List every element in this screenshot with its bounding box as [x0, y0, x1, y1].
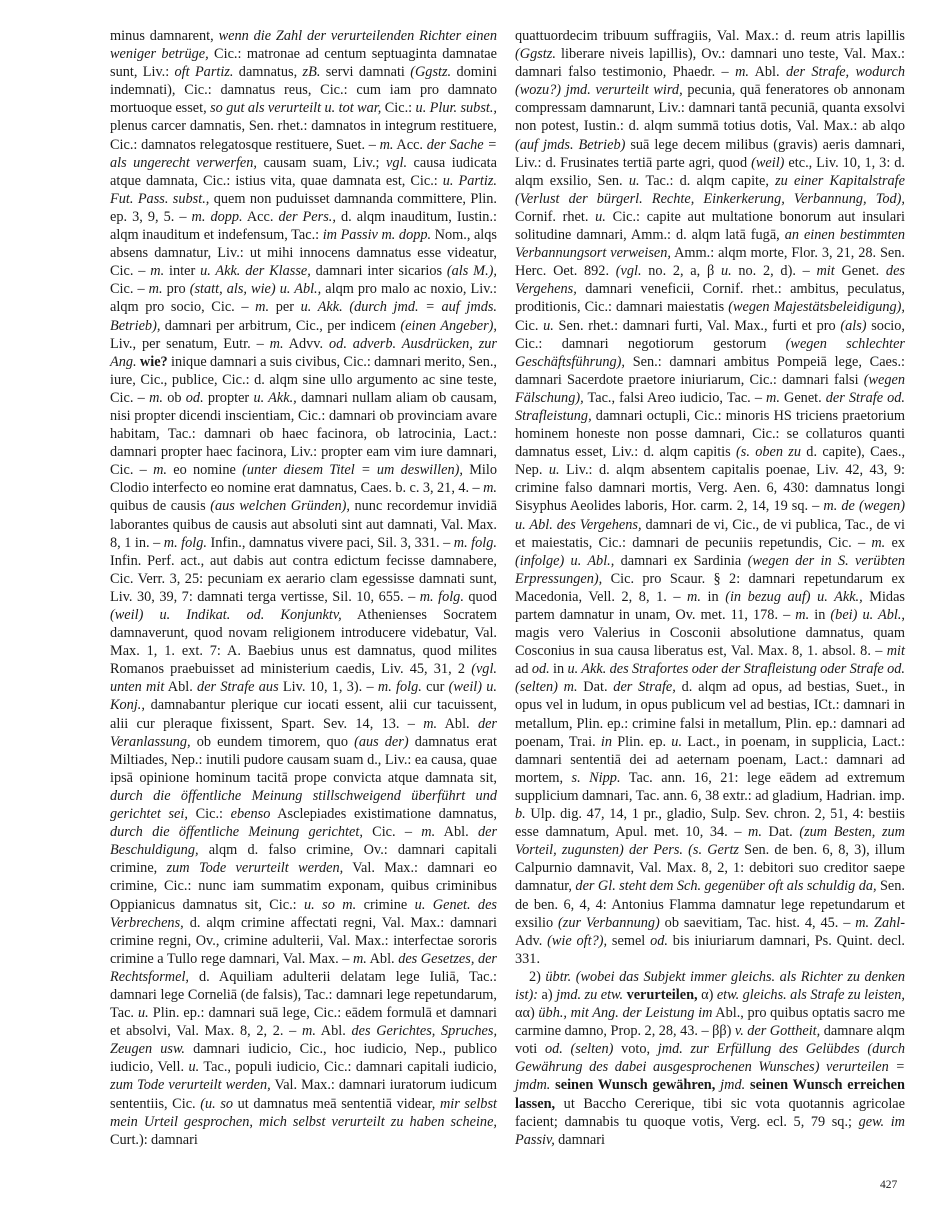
text-run: in — [700, 588, 726, 605]
italic-gloss: (Ggstz. — [410, 64, 452, 81]
italic-gloss: der Strafe aus — [197, 679, 279, 696]
italic-gloss: etw. gleichs. als Strafe zu leisten, — [716, 986, 905, 1003]
text-run: Sen. rhet.: damnari furti, Val. Max., furti et pro — [553, 317, 841, 334]
text-run: servi damnati — [320, 64, 411, 81]
italic-gloss: m. — [766, 389, 780, 406]
italic-gloss: m. — [421, 824, 436, 841]
italic-gloss: des Vergehens, — [515, 263, 905, 298]
italic-gloss: (zum Besten, zum Vorteil, zugunsten) der Pers. (s. Gertz — [515, 824, 905, 859]
italic-gloss: u. Akk., — [253, 389, 297, 406]
italic-gloss: u. — [548, 462, 560, 479]
text-run: Liv., per senatum, Eutr. – — [110, 335, 270, 352]
text-run: Tac., populi iudicio, Cic.: damnari capitali iudicio, — [199, 1059, 497, 1076]
page-number: 427 — [880, 1179, 898, 1191]
text-run: Tac. ann. 16, 21: lege eādem ad extremum supplicium damnari, Tac. ann. 6, 38 extr.: ad gladium, Hadrian. imp. — [515, 769, 905, 804]
italic-gloss: zu einer Kapitalstrafe (Verlust der bürgerl. Rechte, Einkerkerung, Verbannung, Tod), — [515, 172, 905, 207]
text-run: 2) — [529, 968, 546, 985]
text-run: α) — [697, 986, 717, 1003]
text-run: quod — [463, 588, 497, 605]
italic-gloss: in — [600, 733, 612, 750]
text-run: Cic. — [515, 317, 544, 334]
text-run: damnari — [554, 1131, 605, 1148]
text-run: magis vero Valerius in Cosconii absolutione damnatus, quam Cosconius in sua causa liberatus est, Val. Max. 8, 1. absol. 8. – — [515, 625, 905, 660]
text-run: Tac.: d. alqm capite, — [639, 172, 776, 189]
italic-gloss: m. — [795, 607, 810, 623]
text-run: Infin. Perf. act., aut dabis aut contra edictum fecisse damnabere, Cic. Verr. 3, 25: pecuniam ex aerario clam egessisse damnati sunt, Liv. 30, 39, 7: damnati terga vertisse, Sil. 10, 655. – — [110, 552, 497, 605]
entry-paragraph — [110, 27, 497, 1149]
italic-gloss: (vgl. — [615, 263, 642, 280]
italic-gloss: gew. im Passiv, — [515, 1113, 905, 1148]
italic-gloss: m. folg. — [419, 588, 464, 605]
italic-gloss: der Gl. steht dem Sch. gegenüber oft als schuldig da, — [575, 878, 877, 895]
italic-gloss: m. folg. — [377, 679, 422, 696]
text-run: per — [269, 299, 301, 316]
italic-gloss: m. — [269, 335, 284, 352]
text-run: alqm d. falso crimine, Ov.: damnari capitali crimine, — [110, 842, 497, 877]
text-run: Amm.: alqm morte, Flor. 3, 21, 28. Sen. Herc. Oet. 892. — [515, 245, 905, 280]
italic-gloss: b. — [515, 806, 526, 823]
italic-gloss: u. Plur. subst., — [415, 100, 497, 117]
italic-gloss: zum Tode verurteilt werden, — [166, 860, 344, 877]
text-run: Abl. — [315, 1023, 352, 1040]
italic-gloss: m. Zahl- — [855, 914, 905, 931]
text-run: Advv. — [283, 335, 330, 352]
text-run: etc., Liv. 10, 1, 3: d. alqm exsilio, Sen. — [515, 154, 905, 189]
italic-gloss: u. — [138, 1005, 149, 1022]
italic-gloss: m. — [871, 534, 886, 551]
italic-gloss: wenn die Zahl der verurteilenden Richter einen weniger betrüge, — [110, 28, 497, 63]
italic-gloss: m. — [255, 299, 270, 316]
italic-gloss: u. — [720, 263, 732, 280]
italic-gloss: (wegen der in S. verübten Erpressungen), — [515, 552, 906, 587]
text-run: damnatus erat Miltiades, Nep.: inutili pudore causam suam d., Liv.: ea causa, quae ipsā opinione hominum tacitā prope convicta atque damnata sit, — [110, 733, 497, 786]
italic-gloss: der Strafe, — [613, 679, 676, 696]
text-run: socio, Cic.: damnari negotiorum gestorum — [515, 317, 905, 352]
text-run: damnari nullam aliam ob causam, nisi propter dicendi inscientiam, Cic.: damnari ob provinciam avare habitam, Tac.: damnari ob haec facinora, ob latrocinia, Lact.: damnari propter haec facinora, Liv.: propter eam vim iure damnari, Cic. – — [110, 389, 498, 479]
italic-gloss: m. — [352, 950, 367, 967]
text-run: Curt.): damnari — [110, 1131, 198, 1148]
text-run: Ulp. dig. 47, 14, 1 pr., gladio, Sulp. Sev. chron. 2, 51, 4: bestiis esse damnatum, Apul. met. 10, 34. – — [515, 806, 905, 841]
text-run: Cic.: — [187, 806, 231, 823]
italic-gloss: v. der Gottheit, — [734, 1023, 821, 1040]
entry-paragraph — [515, 27, 905, 968]
italic-gloss: (Ggstz. — [515, 46, 556, 63]
italic-gloss: mir selbst mein Urteil gesprochen, mich selbst verurteilt zu haben scheine, — [110, 1095, 497, 1130]
text-run: semel — [607, 932, 651, 949]
italic-gloss: so gut als verurteilt u. tot war, — [210, 100, 382, 117]
italic-gloss: u. — [595, 208, 606, 225]
text-run: causa iudicata atque damnata, Cic.: istius vita, quae damnata est, Cic.: — [110, 154, 497, 189]
text-run: Tac., falsi Areo iudicio, Tac. – — [583, 389, 767, 406]
text-run: damnare alqm voti — [515, 1023, 905, 1058]
bold-keyword: seinen Wunsch erreichen lassen, — [515, 1077, 905, 1112]
italic-gloss: (wie oft?), — [547, 932, 608, 949]
text-run: Nom., alqs absens damnatur, Liv.: ut mihi innocens damnatus esse videatur, Cic. – — [110, 227, 497, 280]
text-run: Cic. pro Scaur. § 2: damnari repetundarum ex Macedonia, Vell. 2, 8, 1. – — [515, 570, 905, 605]
text-run: quem non puduisset damnanda committere, Plin. ep. 3, 9, 5. – — [110, 190, 497, 225]
italic-gloss: übh., mit Ang. der Leistung im — [538, 1005, 713, 1022]
text-run: ob eundem timorem, quo — [190, 733, 355, 750]
text-run: Sen.: damnari ambitus Pompeiā lege, Caes.: damnari Sacerdote praetore iniuriarum, Cic.: damnari falsi — [515, 353, 905, 388]
italic-gloss: s. Nipp. — [571, 769, 621, 786]
italic-gloss: u. Partiz. Fut. Pass. subst., — [110, 172, 497, 207]
text-run: Genet. — [779, 389, 826, 406]
italic-gloss: m. — [150, 263, 165, 280]
italic-gloss: od. adverb. Ausdrücken, zur Ang. — [110, 335, 497, 370]
italic-gloss: (infolge) u. Abl., — [515, 552, 615, 569]
right-column — [515, 27, 905, 1149]
text-run: ex — [885, 534, 905, 551]
text-run: d. alqm ad opus, ad bestias, Suet., in opus vel in ludum, in opus publicum vel ad bestias, ICt.: damnari in metallum, Plin. ep.: crimine falsi in metallum, Plin. ep.: damnari ad poenam, Trai. — [515, 679, 906, 750]
text-run: damnari ex Sardinia — [614, 552, 748, 569]
italic-gloss: jmd. zu etw. — [556, 986, 624, 1003]
italic-gloss: (zur Verbannung) — [558, 914, 660, 931]
italic-gloss: (einen Angeber), — [400, 317, 497, 334]
text-run: Milo Clodio interfecto eo nomine erat damnatus, Caes. b. c. 3, 21, 4. – — [110, 462, 497, 497]
italic-gloss: (s. oben zu — [736, 444, 802, 461]
text-run: bis iniuriarum damnari, Ps. Quint. decl. 331. — [515, 932, 905, 967]
italic-gloss: des Gesetzes, der Rechtsformel, — [110, 950, 498, 985]
italic-gloss: (u. so — [200, 1095, 234, 1112]
text-run: minus damnarent, — [110, 28, 219, 44]
italic-gloss: vgl. — [386, 154, 408, 171]
italic-gloss: m. de (wegen) u. Abl. des Vergehens, — [515, 498, 905, 533]
text-run: plenus carcer damnatis, Sen. rhet.: damnatos in integrum restituere, Cic.: damnatos relegatosque restituere, Suet. – — [110, 118, 497, 153]
italic-gloss: u. — [671, 733, 683, 750]
italic-gloss: oft Partiz. — [174, 64, 234, 81]
text-run: Sen. de ben. 6, 4, 4: Antonius Flamma damnatur lege repetundarum et exsilio — [515, 878, 905, 931]
italic-gloss: (vgl. unten mit — [110, 661, 497, 696]
italic-gloss: (wegen Majestätsbeleidigung), — [728, 299, 905, 316]
text-run: in — [549, 661, 568, 678]
text-run: Val. Max.: damnari eo crimine, Cic.: nunc iam summatim exponam, quibus criminibus Oppianicus damnatus sit, Cic.: — [110, 860, 497, 913]
text-run: cur — [421, 679, 449, 696]
text-run: d. Aquiliam adulterii delatam lege Iuliā, Tac.: damnari lege Corneliā (de falsis), Tac.: damnari lege repetundarum, Tac. — [110, 968, 497, 1022]
italic-gloss: zB. — [302, 64, 321, 81]
text-run: ut Baccho Cererique, tibi sic vota quotannis agricolae facient; damnabis tu quoque votis, Verg. ecl. 5, 79 sq.; — [515, 1095, 905, 1130]
text-run: causam suam, Liv.; — [257, 154, 386, 171]
text-run: ad — [515, 661, 532, 678]
text-run: no. 2, a, β — [641, 263, 721, 280]
italic-gloss: durch die öffentliche Meinung gerichtet, — [110, 824, 363, 841]
text-run: Abl. — [435, 824, 478, 841]
text-run: crimine — [356, 896, 415, 913]
italic-gloss: u. Genet. des Verbrechens, — [110, 896, 497, 931]
italic-gloss: (weil) u. Indikat. od. Konjunktv, — [110, 607, 342, 623]
italic-gloss: durch die öffentliche Meinung stillschweigend überführt und gerichtet sei, — [110, 787, 497, 823]
italic-gloss: (aus der) — [354, 733, 409, 750]
italic-gloss: m. — [483, 480, 497, 497]
text-run: nunc recordemur invidiā laborantes quibus de causis aut absoluti sint aut damnati, Val. Max. 8, 1 in. – — [110, 498, 497, 551]
text-run: Acc. — [393, 136, 427, 153]
italic-gloss: m. — [148, 281, 163, 298]
italic-gloss: ebenso — [230, 806, 271, 823]
text-run: Adv. — [515, 932, 548, 949]
italic-gloss: der Strafe od. Strafleistung, — [515, 389, 905, 424]
text-run: αα) — [515, 1005, 539, 1022]
italic-gloss: m. — [379, 136, 394, 153]
italic-gloss: der Beschuldigung, — [110, 824, 498, 859]
text-run: damnatus, — [233, 64, 303, 81]
italic-gloss: (unter diesem Titel = um deswillen), — [242, 462, 463, 479]
text-run: Athenienses Socratem damnaverunt, quod novam religionem introducere videbatur, Val. Max. 1, 1. ext. 7: A. Baebius unus est damnatus, quod milites Romanos praebuisset ad ministerium caedis, Liv. 45, 31, 2 — [110, 607, 497, 678]
text-run: Sen. de ben. 6, 8, 3), illum Calpurnio damnavit, Val. Max. 8, 2, 1: debitori suo creditor saepe damnatur, — [515, 842, 905, 895]
text-run: no. 2, d). – — [731, 263, 817, 280]
italic-gloss: übtr. (wobei das Subjekt immer gleichs. als Richter zu denken ist): — [515, 968, 905, 1003]
text-run: ob saevitiam, Tac. hist. 4, 45. – — [659, 914, 856, 931]
text-run: damnabantur plerique cur iocati essent, alii cur tacuissent, alii cur pleraque fixissent, Spart. Sev. 14, 13. – — [110, 697, 497, 732]
text-run: Cornif. rhet. — [515, 208, 596, 225]
italic-gloss: (weil) u. Konj., — [110, 679, 497, 714]
text-run: Abl. — [748, 64, 786, 81]
text-run: inter — [164, 263, 201, 280]
italic-gloss: (wegen schlechter Geschäftsführung), — [515, 335, 905, 370]
text-run: Midas partem damnatur in unam, Ov. met. 11, 178. – — [515, 588, 905, 623]
italic-gloss: od. (selten) — [544, 1041, 614, 1058]
italic-gloss: der Strafe, wodurch (wozu?) jmd. verurteilt wird, — [515, 64, 906, 99]
text-run: Abl. — [366, 950, 399, 967]
text-run: Genet. — [834, 263, 886, 280]
italic-gloss: jmd. zur Erfüllung des Gelübdes (durch Gewährung des dabei ausgesprochenen Wunsches) verurteilen = jmdm. — [515, 1041, 905, 1094]
text-run: Abl. — [164, 679, 198, 696]
text-run: propter — [203, 389, 254, 406]
italic-gloss: (in bezug auf) u. Akk., — [725, 588, 863, 605]
italic-gloss: des Gerichtes, Spruches, Zeugen usw. — [110, 1023, 498, 1058]
italic-gloss: der Pers., — [278, 208, 336, 225]
text-run: Liv.: d. alqm absentem capitalis poenae, Liv. 42, 43, 9: crimine falso damnari mortis, Verg. Aen. 6, 430: damnatus longi Sisyphus Aeolides laboris, Hor. carm. 2, 14, 19 sq. – — [515, 462, 905, 515]
text-run: Cic.: — [381, 100, 416, 117]
text-run: Dat. — [761, 824, 800, 841]
text-run: quattuordecim tribuum suffragiis, Val. Max.: d. reum atris lapillis — [515, 28, 905, 44]
text-run: d. capite), Caes., Nep. — [515, 444, 906, 479]
italic-gloss: od. — [531, 661, 550, 678]
italic-gloss: u. — [188, 1059, 200, 1076]
italic-gloss: u. Akk. (durch jmd. = auf jmds. Betrieb), — [110, 299, 497, 334]
italic-gloss: (wegen Fälschung), — [515, 371, 905, 406]
italic-gloss: u. — [543, 317, 554, 334]
text-run: d. alqm crimine affectati regni, Val. Max.: damnari crimine regni, Ov., crimine adulterii, Val. Max.: interfectae sororis crimine a Tullo rege damnari, Val. Max. – — [110, 914, 497, 967]
italic-gloss: mit — [886, 643, 905, 660]
italic-gloss: an einen bestimmten Verbannungsort verweisen, — [515, 227, 905, 262]
left-column — [110, 27, 497, 1149]
text-run: Cic. – — [110, 281, 149, 298]
italic-gloss: (auf jmds. Betrieb) — [515, 136, 626, 153]
text-run: Acc. — [242, 208, 279, 225]
text-run: Lact., in poenam, in supplicia, Lact.: damnari sententiā dei ad aeternam poenam, Lact.: damnari ad mortem, — [515, 733, 905, 786]
text-run: Liv. 10, 1, 3). – — [278, 679, 378, 696]
text-run: Plin. ep.: damnari suā lege, Cic.: eādem formulā et damnari et absolvi, Val. Max. 8, 2, 2. – — [110, 1005, 498, 1040]
italic-gloss: m. — [423, 715, 438, 732]
italic-gloss: (als) — [840, 317, 867, 334]
italic-gloss: im Passiv m. dopp. — [322, 227, 432, 244]
text-run: quibus de causis — [110, 498, 211, 515]
italic-gloss: m. — [687, 588, 701, 605]
text-run: Asclepiades existimatione damnatus, — [270, 806, 498, 823]
text-run: Abl., pro quibus optatis sacro me carmine damno, Prop. 2, 28, 43. – ββ) — [515, 1005, 905, 1040]
text-run: ut damnatus meā sententiā videar, — [233, 1095, 440, 1112]
text-run: Cic. – — [362, 824, 422, 841]
italic-gloss: m. dopp. — [191, 208, 243, 225]
bold-keyword: seinen Wunsch gewähren, — [555, 1077, 716, 1094]
text-run: domini indemnati), Cic.: damnatus reus, Cic.: cum iam pro damnato mortuoque esset, — [110, 64, 497, 117]
text-run: in — [809, 607, 831, 623]
text-run: pecunia, quā feneratores ob annonam compressam damnarunt, Liv.: damnari tantā pecuniā, quanta exsolvi non potest, Iustin.: d. alqm summā totius dotis, Val. Max.: ab alqo — [515, 82, 905, 135]
italic-gloss: m. folg. — [163, 534, 207, 551]
italic-gloss: (weil) — [751, 154, 785, 171]
bold-keyword: wie? — [139, 353, 168, 370]
italic-gloss: (aus welchen Gründen), — [210, 498, 350, 515]
text-run: damnari octupli, Cic.: minoris HS triciens praetorium hominem honeste non posse damnari, Cic.: se collaturos quanti damnatus esset, Liv.: d. alqm capitis — [515, 407, 905, 461]
text-run: Cic.: capite aut multatione bonorum aut insulari solitudine damnari, Amm.: d. alqm latā fugā, — [515, 208, 905, 244]
italic-gloss: od. — [185, 389, 204, 406]
italic-gloss: zum Tode verurteilt werden, — [110, 1077, 271, 1094]
italic-gloss: m. — [302, 1023, 316, 1040]
italic-gloss: m. — [735, 64, 749, 81]
bold-keyword: verurteilen, — [626, 986, 698, 1003]
italic-gloss: (als M.), — [446, 263, 497, 280]
text-run: voto, — [613, 1041, 658, 1058]
italic-gloss: der Sache = als ungerecht verwerfen, — [110, 136, 497, 171]
italic-gloss: u. — [628, 172, 640, 189]
italic-gloss: m. — [748, 824, 762, 841]
text-run: ob — [162, 389, 186, 406]
text-run: damnari iudicio, Cic., hoc iudicio, Nep., publico iudicio, Vell. — [110, 1041, 498, 1076]
text-run: Cic.: matronae ad centum septuaginta damnatae sunt, Liv.: — [110, 46, 497, 81]
text-run: Dat. — [577, 679, 614, 696]
italic-gloss: der Veranlassung, — [110, 715, 497, 750]
text-run: d. alqm inauditum, Iustin.: alqm inauditum et indefensum, Tac.: — [110, 208, 497, 244]
italic-gloss: (bei) u. Abl., — [830, 607, 905, 623]
text-run: Abl. — [437, 715, 478, 732]
text-run: pro — [162, 281, 190, 298]
text-run: a) — [538, 986, 557, 1003]
italic-gloss: m. folg. — [453, 534, 497, 551]
text-run: alqm pro malo ac noxio, Liv.: alqm pro socio, Cic. – — [110, 281, 498, 316]
italic-gloss: (statt, als, wie) u. Abl., — [189, 281, 322, 298]
text-run: damnari veneficii, Cornif. rhet.: ambitus, peculatus, proditionis, Cic.: damnari maiestatis — [515, 281, 905, 316]
text-run: damnari inter sicarios — [310, 263, 447, 280]
entry-paragraph — [515, 968, 905, 1149]
text-run: suā lege decem milibus (gravis) aeris damnari, Liv.: d. Frusinates tertiā parte agri, quod — [515, 136, 905, 171]
text-run: eo nomine — [167, 462, 243, 479]
text-run: liberare niveis lapillis), Ov.: damnari uno teste, Val. Max.: damnari falso testimonio, Phaedr. – — [515, 46, 905, 81]
text-run: Infin., damnatus vivere paci, Sil. 3, 331. – — [206, 534, 454, 551]
italic-gloss: m. — [153, 462, 167, 479]
italic-gloss: u. Akk. des Strafortes oder der Strafleistung oder Strafe od. (selten) m. — [515, 661, 905, 696]
text-run: Plin. ep. — [612, 733, 672, 750]
text-run: damnari de vi, Cic., de vi publica, Tac., de vi et maiestatis, Cic.: damnari de pecuniis repetundis, Cic. – — [515, 516, 905, 551]
italic-gloss: m. — [149, 389, 163, 406]
text-run: damnari per arbitrum, Cic., per indicem — [160, 317, 401, 334]
text-run: inique damnari a suis civibus, Cic.: damnari merito, Sen., iure, Cic., publice, Cic.: d. alqm sine ullo argumento ac sine teste, Cic. – — [110, 353, 497, 406]
italic-gloss: mit — [816, 263, 835, 280]
italic-gloss: u. so m. — [304, 896, 357, 913]
italic-gloss: u. Akk. der Klasse, — [200, 263, 311, 280]
text-run: Val. Max.: damnari iuratorum iudicum sententiis, Cic. — [110, 1077, 497, 1112]
italic-gloss: od. — [650, 932, 668, 949]
italic-gloss: jmd. — [720, 1077, 746, 1094]
